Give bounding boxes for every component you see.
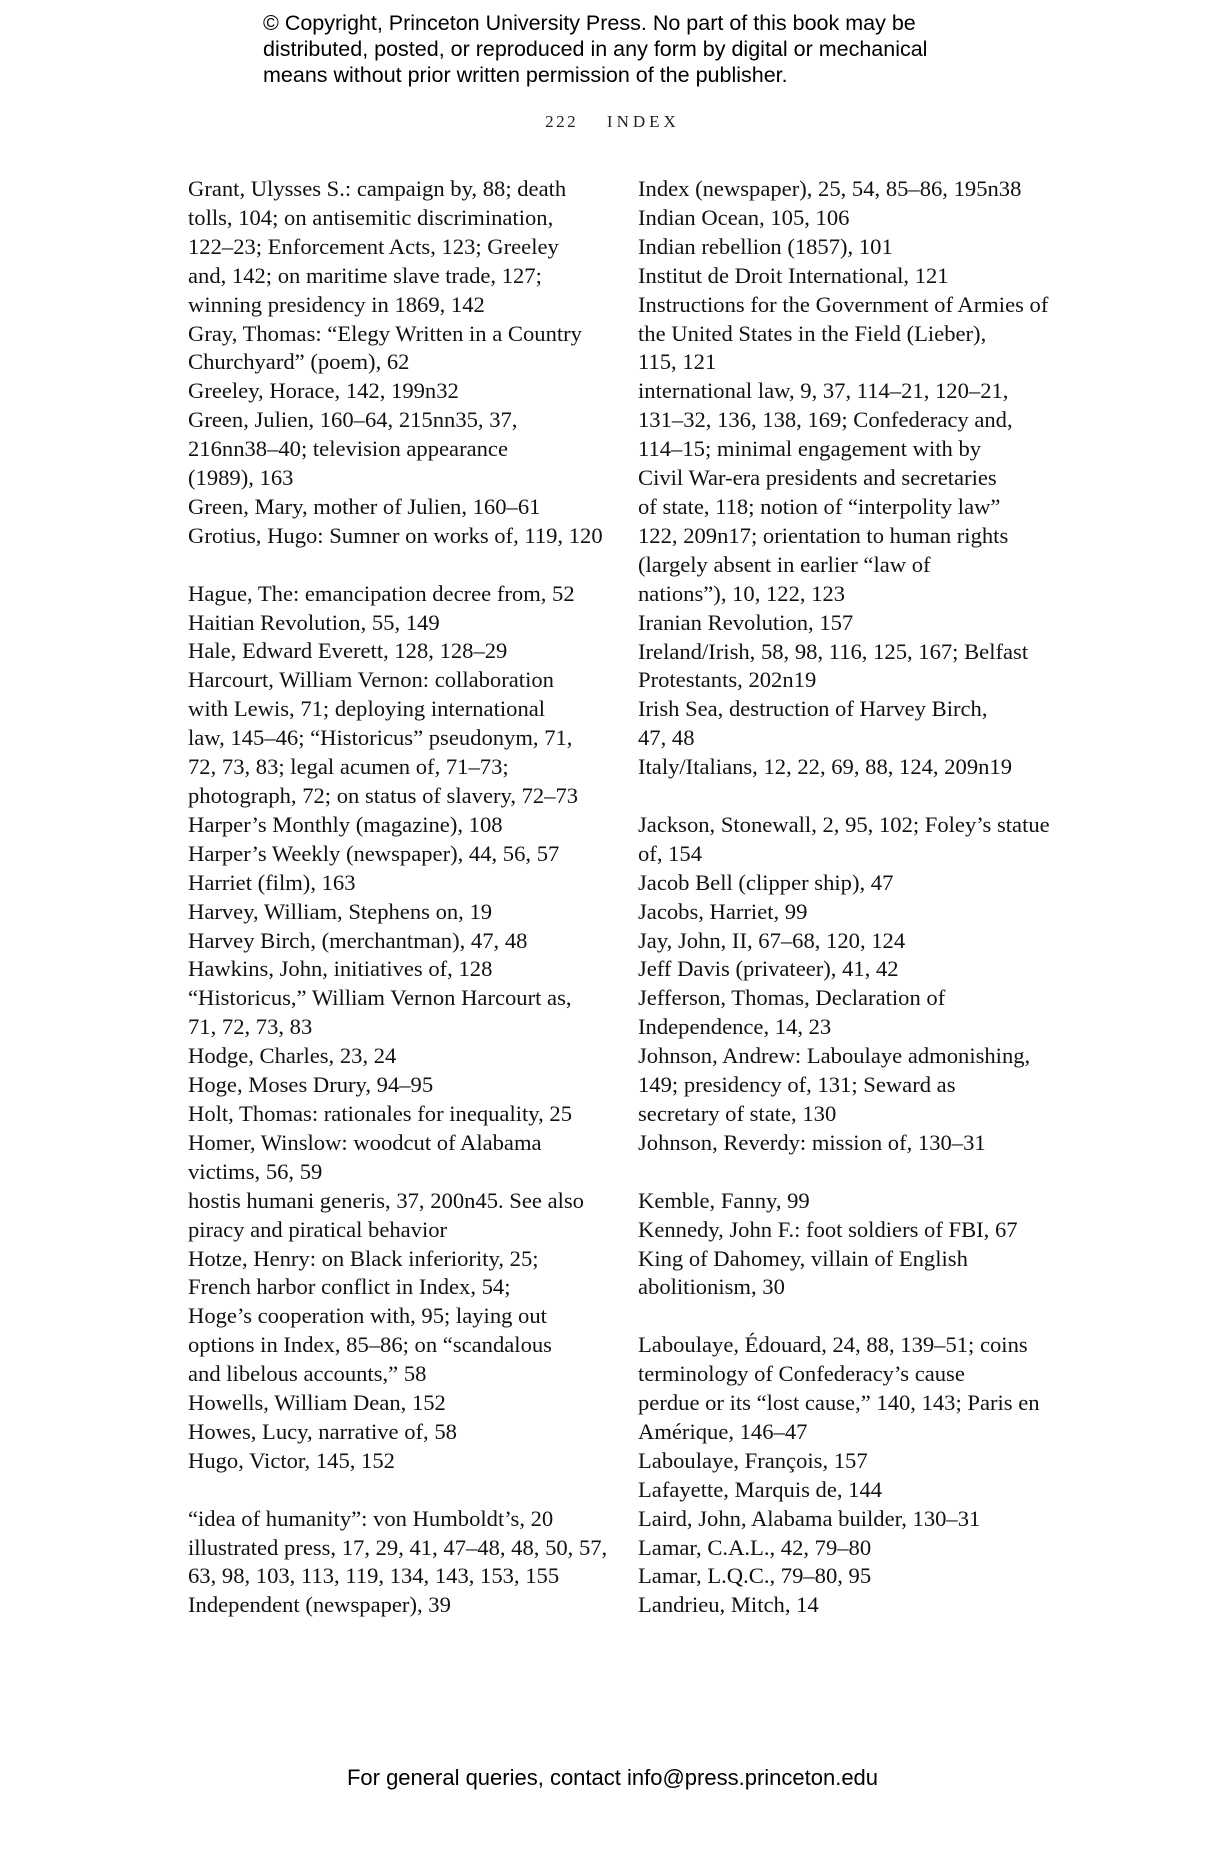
index-entry-line: Hugo, Victor, 145, 152 xyxy=(188,1447,395,1473)
index-entry xyxy=(188,377,608,406)
index-entry-line: Landrieu, Mitch, 14 xyxy=(638,1592,819,1618)
index-entry-line: nations”), 10, 122, 123 xyxy=(638,580,846,606)
index-entry xyxy=(188,609,608,638)
index-entry-line: Kennedy, John F.: foot soldiers of FBI, 67 xyxy=(638,1216,1018,1242)
index-entry-line: terminology of Confederacy’s cause xyxy=(638,1361,965,1387)
index-entry-line: Churchyard” (poem), 62 xyxy=(188,349,410,375)
index-entry xyxy=(188,869,608,898)
letter-group-gap xyxy=(188,1476,608,1505)
index-entry-line: Jay, John, II, 67–68, 120, 124 xyxy=(638,927,906,953)
index-entry-line: Haitian Revolution, 55, 149 xyxy=(188,609,440,635)
copyright-line: distributed, posted, or reproduced in any form by digital or mechanical xyxy=(263,37,928,61)
index-entry-line: and, 142; on maritime slave trade, 127; xyxy=(188,262,542,288)
index-entry-line: abolitionism, 30 xyxy=(638,1274,785,1300)
copyright-line: means without prior written permission of the publisher. xyxy=(263,63,788,87)
running-head xyxy=(0,112,1225,132)
index-entry-line: options in Index, 85–86; on “scandalous xyxy=(188,1332,552,1358)
index-entry-line: Lamar, C.A.L., 42, 79–80 xyxy=(638,1534,872,1560)
index-entry-line: Jacobs, Harriet, 99 xyxy=(638,898,808,924)
index-entry-line: Grotius, Hugo: Sumner on works of, 119, 120 xyxy=(188,522,603,548)
index-entry-line: and libelous accounts,” 58 xyxy=(188,1361,427,1387)
index-entry-line: Independent (newspaper), 39 xyxy=(188,1592,451,1618)
copyright-notice xyxy=(263,10,1023,88)
index-entry xyxy=(638,695,1058,753)
index-entry xyxy=(638,1534,1058,1563)
index-entry-line: Laboulaye, François, 157 xyxy=(638,1447,868,1473)
index-entry-line: secretary of state, 130 xyxy=(638,1100,837,1126)
index-entry xyxy=(188,1591,608,1620)
footer-contact: For general queries, contact info@press.princeton.edu xyxy=(346,1765,879,1790)
index-entry-line: law, 145–46; “Historicus” pseudonym, 71, xyxy=(188,725,573,751)
index-entry xyxy=(188,175,608,320)
index-entry-line: piracy and piratical behavior xyxy=(188,1216,448,1242)
index-entry xyxy=(638,984,1058,1042)
index-entry xyxy=(188,1129,608,1187)
index-entry-line: 122, 209n17; orientation to human rights xyxy=(638,522,1009,548)
index-entry-line: Harper’s Monthly (magazine), 108 xyxy=(188,811,503,837)
section-title: INDEX xyxy=(606,112,680,131)
index-entry-line: Howells, William Dean, 152 xyxy=(188,1390,446,1416)
index-entry-line: 122–23; Enforcement Acts, 123; Greeley xyxy=(188,233,559,259)
index-entry-line: tolls, 104; on antisemitic discrimination, xyxy=(188,204,554,230)
index-entry xyxy=(188,1418,608,1447)
index-entry xyxy=(638,753,1058,782)
index-entry xyxy=(188,666,608,811)
index-entry xyxy=(188,637,608,666)
index-entry-line: international law, 9, 37, 114–21, 120–21, xyxy=(638,378,1009,404)
index-entry xyxy=(638,204,1058,233)
index-entry-line: Kemble, Fanny, 99 xyxy=(638,1187,810,1213)
index-entry xyxy=(638,1245,1058,1303)
index-entry-line: Harriet (film), 163 xyxy=(188,869,356,895)
copyright-line: © Copyright, Princeton University Press. No part of this book may be xyxy=(263,11,916,35)
index-entry xyxy=(638,1129,1058,1158)
index-entry xyxy=(638,869,1058,898)
index-entry-line: Harvey, William, Stephens on, 19 xyxy=(188,898,493,924)
index-entry-line: photograph, 72; on status of slavery, 72–73 xyxy=(188,783,579,809)
index-entry-line: Howes, Lucy, narrative of, 58 xyxy=(188,1418,457,1444)
index-entry-line: Index (newspaper), 25, 54, 85–86, 195n38 xyxy=(638,176,1022,201)
index-entry xyxy=(638,1591,1058,1620)
index-entry xyxy=(188,927,608,956)
index-entry-line: Jacob Bell (clipper ship), 47 xyxy=(638,869,894,895)
index-entry-line: Hotze, Henry: on Black inferiority, 25; xyxy=(188,1245,539,1271)
index-entry-line: Hodge, Charles, 23, 24 xyxy=(188,1043,397,1069)
index-entry xyxy=(188,1505,608,1534)
index-entry xyxy=(188,580,608,609)
index-entry xyxy=(188,406,608,493)
index-entry-line: 149; presidency of, 131; Seward as xyxy=(638,1072,956,1098)
index-entry-line: Laboulaye, Édouard, 24, 88, 139–51; coins xyxy=(638,1332,1028,1358)
index-entry xyxy=(188,840,608,869)
index-entry xyxy=(188,984,608,1042)
index-entry-line: 114–15; minimal engagement with by xyxy=(638,436,982,462)
index-entry-line: 63, 98, 103, 113, 119, 134, 143, 153, 155 xyxy=(188,1563,560,1589)
index-entry-line: Holt, Thomas: rationales for inequality, 25 xyxy=(188,1100,573,1126)
index-entry-line: Ireland/Irish, 58, 98, 116, 125, 167; Belfast xyxy=(638,638,1029,664)
index-entry-line: Homer, Winslow: woodcut of Alabama xyxy=(188,1129,542,1155)
index-entry-line: Greeley, Horace, 142, 199n32 xyxy=(188,378,459,404)
index-entry-line: 71, 72, 73, 83 xyxy=(188,1014,313,1040)
index-entry-line: the United States in the Field (Lieber), xyxy=(638,320,987,346)
index-entry-line: Instructions for the Government of Armies of xyxy=(638,291,1049,317)
index-entry-line: (1989), 163 xyxy=(188,465,294,491)
index-column-left xyxy=(188,175,608,1620)
index-entry xyxy=(638,1187,1058,1216)
index-entry-line: Johnson, Andrew: Laboulaye admonishing, xyxy=(638,1043,1031,1069)
index-entry xyxy=(638,898,1058,927)
index-entry xyxy=(188,320,608,378)
index-entry xyxy=(638,638,1058,696)
index-entry xyxy=(188,811,608,840)
index-entry-line: Gray, Thomas: “Elegy Written in a Country xyxy=(188,320,582,346)
index-entry-line: Hague, The: emancipation decree from, 52 xyxy=(188,580,575,606)
index-entry-line: King of Dahomey, villain of English xyxy=(638,1245,968,1271)
index-entry-line: Indian Ocean, 105, 106 xyxy=(638,204,850,230)
index-entry xyxy=(638,1331,1058,1447)
index-entry xyxy=(638,291,1058,378)
index-entry-line: Green, Julien, 160–64, 215nn35, 37, xyxy=(188,407,518,433)
index-entry-line: 131–32, 136, 138, 169; Confederacy and, xyxy=(638,407,1013,433)
index-entry-line: Green, Mary, mother of Julien, 160–61 xyxy=(188,493,541,519)
index-entry xyxy=(638,1505,1058,1534)
index-entry-line: of state, 118; notion of “interpolity law” xyxy=(638,493,1001,519)
index-entry xyxy=(188,1447,608,1476)
index-entry xyxy=(188,1534,608,1592)
index-entry xyxy=(638,262,1058,291)
index-entry-line: Harcourt, William Vernon: collaboration xyxy=(188,667,554,693)
index-entry-line: “idea of humanity”: von Humboldt’s, 20 xyxy=(188,1505,554,1531)
index-entry-line: Grant, Ulysses S.: campaign by, 88; death xyxy=(188,176,567,201)
index-entry xyxy=(638,1447,1058,1476)
letter-group-gap xyxy=(638,782,1058,811)
index-entry xyxy=(638,1042,1058,1129)
index-entry xyxy=(188,955,608,984)
index-entry-line: 72, 73, 83; legal acumen of, 71–73; xyxy=(188,754,509,780)
index-entry xyxy=(638,927,1058,956)
index-column-right xyxy=(638,175,1058,1620)
index-entry-line: Harper’s Weekly (newspaper), 44, 56, 57 xyxy=(188,840,560,866)
index-entry-line: winning presidency in 1869, 142 xyxy=(188,291,485,317)
index-entry-line: Lamar, L.Q.C., 79–80, 95 xyxy=(638,1563,872,1589)
index-entry xyxy=(638,233,1058,262)
index-entry xyxy=(638,1562,1058,1591)
index-entry-line: 216nn38–40; television appearance xyxy=(188,436,508,462)
index-entry xyxy=(188,1071,608,1100)
index-entry xyxy=(188,493,608,522)
index-entry xyxy=(188,1042,608,1071)
index-entry-line: victims, 56, 59 xyxy=(188,1158,323,1184)
index-entry-line: (largely absent in earlier “law of xyxy=(638,551,931,577)
index-entry-line: Irish Sea, destruction of Harvey Birch, xyxy=(638,696,988,722)
index-entry xyxy=(188,898,608,927)
index-entry-line: Hale, Edward Everett, 128, 128–29 xyxy=(188,638,508,664)
index-entry xyxy=(188,1100,608,1129)
index-entry xyxy=(638,175,1058,204)
index-entry xyxy=(188,1245,608,1390)
letter-group-gap xyxy=(638,1158,1058,1187)
index-entry xyxy=(638,377,1058,608)
index-entry-line: Harvey Birch, (merchantman), 47, 48 xyxy=(188,927,528,953)
index-entry-line: of, 154 xyxy=(638,840,703,866)
index-entry-line: Jeff Davis (privateer), 41, 42 xyxy=(638,956,899,982)
index-entry-line: Civil War-era presidents and secretaries xyxy=(638,465,997,491)
index-entry xyxy=(188,522,608,551)
index-entry-line: illustrated press, 17, 29, 41, 47–48, 48, 50, 57, xyxy=(188,1534,608,1560)
index-entry-line: Indian rebellion (1857), 101 xyxy=(638,233,893,259)
index-entry-line: Protestants, 202n19 xyxy=(638,667,817,693)
index-entry xyxy=(638,1476,1058,1505)
index-entry-line: Hawkins, John, initiatives of, 128 xyxy=(188,956,493,982)
index-entry-line: 115, 121 xyxy=(638,349,717,375)
index-entry xyxy=(638,811,1058,869)
index-entry-line: Iranian Revolution, 157 xyxy=(638,609,854,635)
index-entry xyxy=(638,1216,1058,1245)
index-entry-line: Jefferson, Thomas, Declaration of xyxy=(638,985,946,1011)
index-entry-line: Amérique, 146–47 xyxy=(638,1418,808,1444)
index-entry-line: Jackson, Stonewall, 2, 95, 102; Foley’s statue xyxy=(638,811,1050,837)
index-entry xyxy=(188,1187,608,1245)
letter-group-gap xyxy=(638,1302,1058,1331)
index-entry-line: “Historicus,” William Vernon Harcourt as, xyxy=(188,985,572,1011)
index-entry-line: Italy/Italians, 12, 22, 69, 88, 124, 209n19 xyxy=(638,754,1013,780)
index-entry-line: Hoge, Moses Drury, 94–95 xyxy=(188,1072,434,1098)
index-entry-line: 47, 48 xyxy=(638,725,695,751)
index-entry-line: Hoge’s cooperation with, 95; laying out xyxy=(188,1303,547,1329)
index-entry xyxy=(188,1389,608,1418)
index-entry-line: Laird, John, Alabama builder, 130–31 xyxy=(638,1505,981,1531)
index-entry-line: Independence, 14, 23 xyxy=(638,1014,832,1040)
index-entry-line: Institut de Droit International, 121 xyxy=(638,262,949,288)
index-entry-line: French harbor conflict in Index, 54; xyxy=(188,1274,511,1300)
index-entry-line: Lafayette, Marquis de, 144 xyxy=(638,1476,883,1502)
index-entry-line: hostis humani generis, 37, 200n45. See also xyxy=(188,1187,584,1213)
letter-group-gap xyxy=(188,551,608,580)
index-entry xyxy=(638,609,1058,638)
index-entry xyxy=(638,955,1058,984)
index-entry-line: with Lewis, 71; deploying international xyxy=(188,696,546,722)
index-entry-line: perdue or its “lost cause,” 140, 143; Paris en xyxy=(638,1390,1040,1416)
page-number: 222 xyxy=(545,112,579,131)
index-entry-line: Johnson, Reverdy: mission of, 130–31 xyxy=(638,1129,986,1155)
